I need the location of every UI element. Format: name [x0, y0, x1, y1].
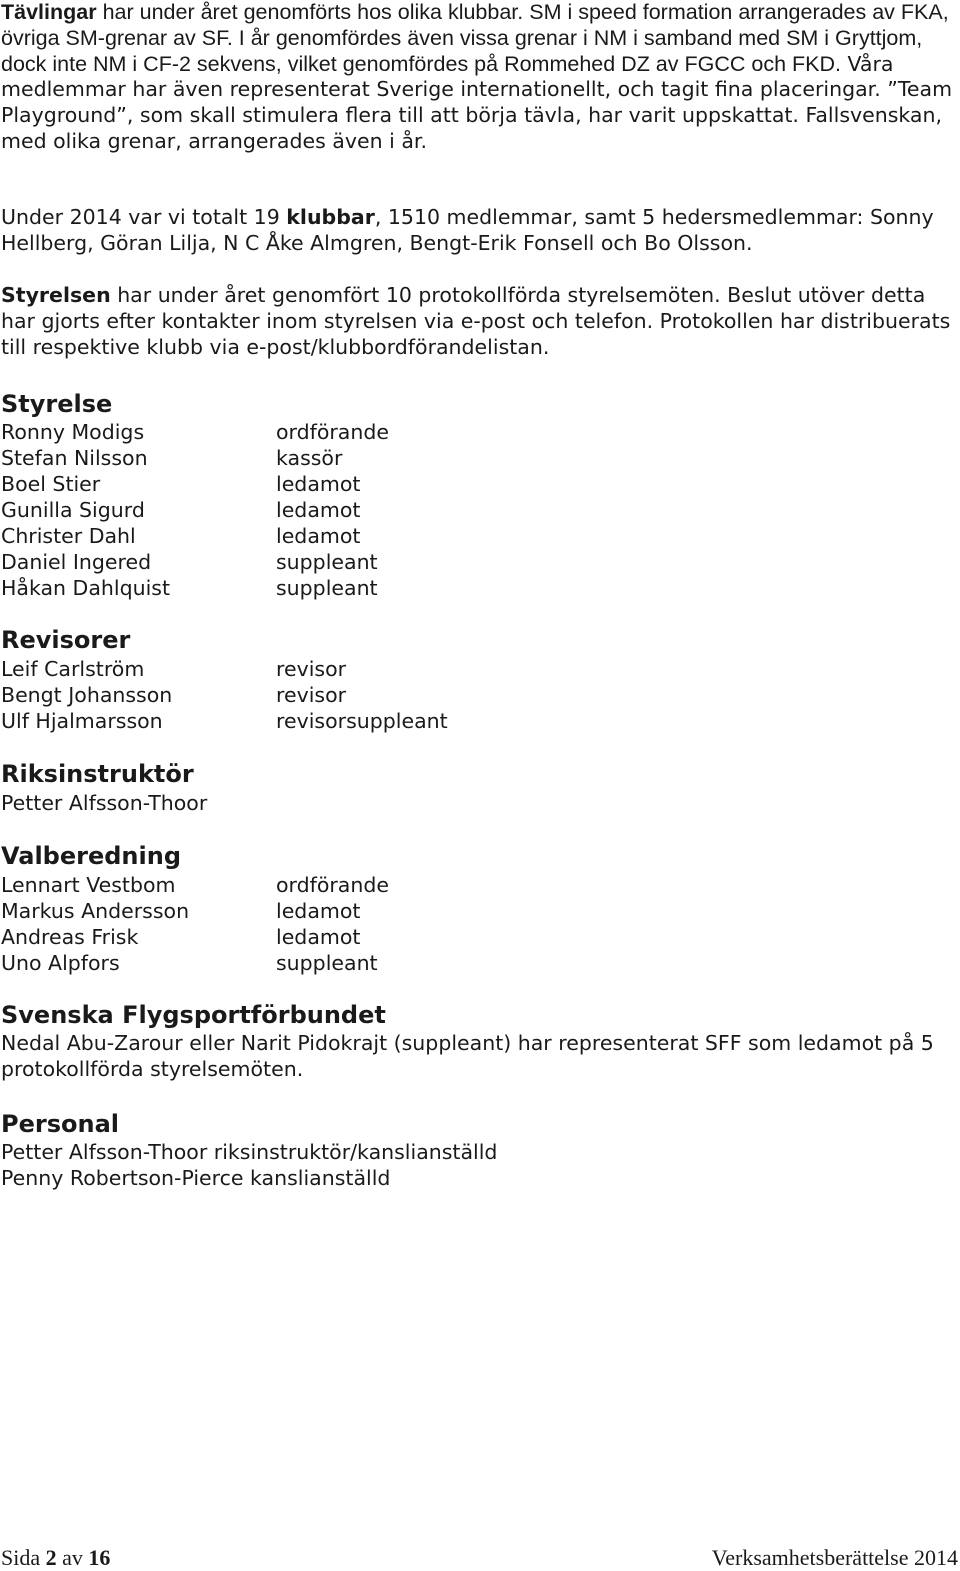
- revisorer-row: [1, 682, 701, 708]
- valberedning-row: [1, 872, 701, 898]
- member-role: ledamot: [276, 498, 361, 522]
- members-bold: klubbar: [286, 205, 375, 229]
- member-name: Bengt Johansson: [1, 683, 173, 707]
- valberedning-row: [1, 924, 701, 950]
- member-role: ordförande: [276, 420, 389, 444]
- member-name: Uno Alpfors: [1, 951, 120, 975]
- personal-heading: Personal: [1, 1110, 119, 1138]
- page-total: 16: [88, 1545, 111, 1570]
- member-role: suppleant: [276, 550, 378, 574]
- styrelse-row: [1, 497, 701, 523]
- page-of: av: [56, 1545, 89, 1570]
- riksinstruktor-heading: Riksinstruktör: [1, 760, 194, 788]
- member-name: Stefan Nilsson: [1, 446, 148, 470]
- valberedning-row: [1, 950, 701, 976]
- member-name: Lennart Vestbom: [1, 873, 176, 897]
- page-label: Sida: [1, 1545, 46, 1570]
- member-role: revisor: [276, 683, 347, 707]
- intro-lead-bold: Tävlingar: [1, 0, 97, 24]
- revisorer-row: [1, 708, 701, 734]
- member-name: Daniel Ingered: [1, 550, 152, 574]
- members-paragraph: [1, 205, 959, 257]
- revisorer-heading: Revisorer: [1, 626, 131, 654]
- member-name: Boel Stier: [1, 472, 101, 496]
- member-name: Ulf Hjalmarsson: [1, 709, 163, 733]
- intro-sans-text: Våra medlemmar har även representerat Sverige internationellt, och tagit fina placeringar. ”Team Playground”, som skall stimulera flera till att börja tävla, har varit uppskattat. Fallsvenskan, med olika grenar, arrangerades även i år.: [1, 51, 953, 153]
- member-name: Andreas Frisk: [1, 925, 139, 949]
- styrelse-row: [1, 575, 701, 601]
- personal-line: Petter Alfsson-Thoor riksinstruktör/kanslianställd: [1, 1140, 498, 1164]
- styrelse-row: [1, 419, 701, 445]
- styrelse-row: [1, 445, 701, 471]
- riksinstruktor-name: Petter Alfsson-Thoor: [1, 791, 208, 815]
- member-role: kassör: [276, 446, 343, 470]
- members-text-b: , 1510 medlemmar, samt 5 hedersmedlemmar: Sonny Hellberg, Göran Lilja, N C Åke Almgren, Bengt-Erik Fonsell och Bo Olsson.: [1, 205, 934, 255]
- sff-heading: Svenska Flygsportförbundet: [1, 1001, 386, 1029]
- intro-lead: [1, 0, 949, 76]
- member-role: ledamot: [276, 925, 361, 949]
- page-footer: [0, 1545, 960, 1571]
- member-name: Markus Andersson: [1, 899, 190, 923]
- valberedning-heading: Valberedning: [1, 842, 182, 870]
- personal-line: Penny Robertson-Pierce kanslianställd: [1, 1166, 391, 1190]
- page-number: [1, 1545, 110, 1571]
- member-name: Christer Dahl: [1, 524, 136, 548]
- member-name: Leif Carlström: [1, 657, 145, 681]
- document-title: Verksamhetsberättelse 2014: [711, 1545, 958, 1570]
- member-role: ordförande: [276, 873, 389, 897]
- members-text-a: Under 2014 var vi totalt 19: [1, 205, 287, 229]
- intro-serif-text: har under året genomförts hos olika klubbar. SM i speed formation arrangerades av FKA, övriga SM-grenar av SF. I år genomfördes även vissa grenar i NM i samband med SM i Gryttjom, dock inte NM i CF-2 sekvens, vilket genomfördes på Rommehed DZ av FGCC och FKD.: [1, 0, 949, 76]
- member-role: suppleant: [276, 576, 378, 600]
- member-name: Gunilla Sigurd: [1, 498, 145, 522]
- styrelse-heading: Styrelse: [1, 390, 113, 418]
- revisorer-row: [1, 656, 701, 682]
- member-role: ledamot: [276, 899, 361, 923]
- sff-paragraph: Nedal Abu-Zarour eller Narit Pidokrajt (suppleant) har representerat SFF som ledamot på 5 protokollförda styrelsemöten.: [1, 1031, 934, 1081]
- member-role: revisor: [276, 657, 347, 681]
- page-num: 2: [45, 1545, 57, 1570]
- intro-paragraph: [1, 0, 959, 155]
- member-role: revisorsuppleant: [276, 709, 448, 733]
- member-name: Ronny Modigs: [1, 420, 145, 444]
- styrelse-row: [1, 549, 701, 575]
- board-info-bold: Styrelsen: [1, 283, 111, 307]
- member-name: Håkan Dahlquist: [1, 576, 171, 600]
- member-role: ledamot: [276, 524, 361, 548]
- member-role: ledamot: [276, 472, 361, 496]
- member-role: suppleant: [276, 951, 378, 975]
- styrelse-row: [1, 523, 701, 549]
- board-info-text: har under året genomfört 10 protokollförda styrelsemöten. Beslut utöver detta har gjorts efter kontakter inom styrelsen via e-post och telefon. Protokollen har distribuerats till respektive klubb via e-post/klubbordförandelistan.: [1, 283, 951, 359]
- valberedning-row: [1, 898, 701, 924]
- board-info-paragraph: [1, 283, 959, 360]
- styrelse-row: [1, 471, 701, 497]
